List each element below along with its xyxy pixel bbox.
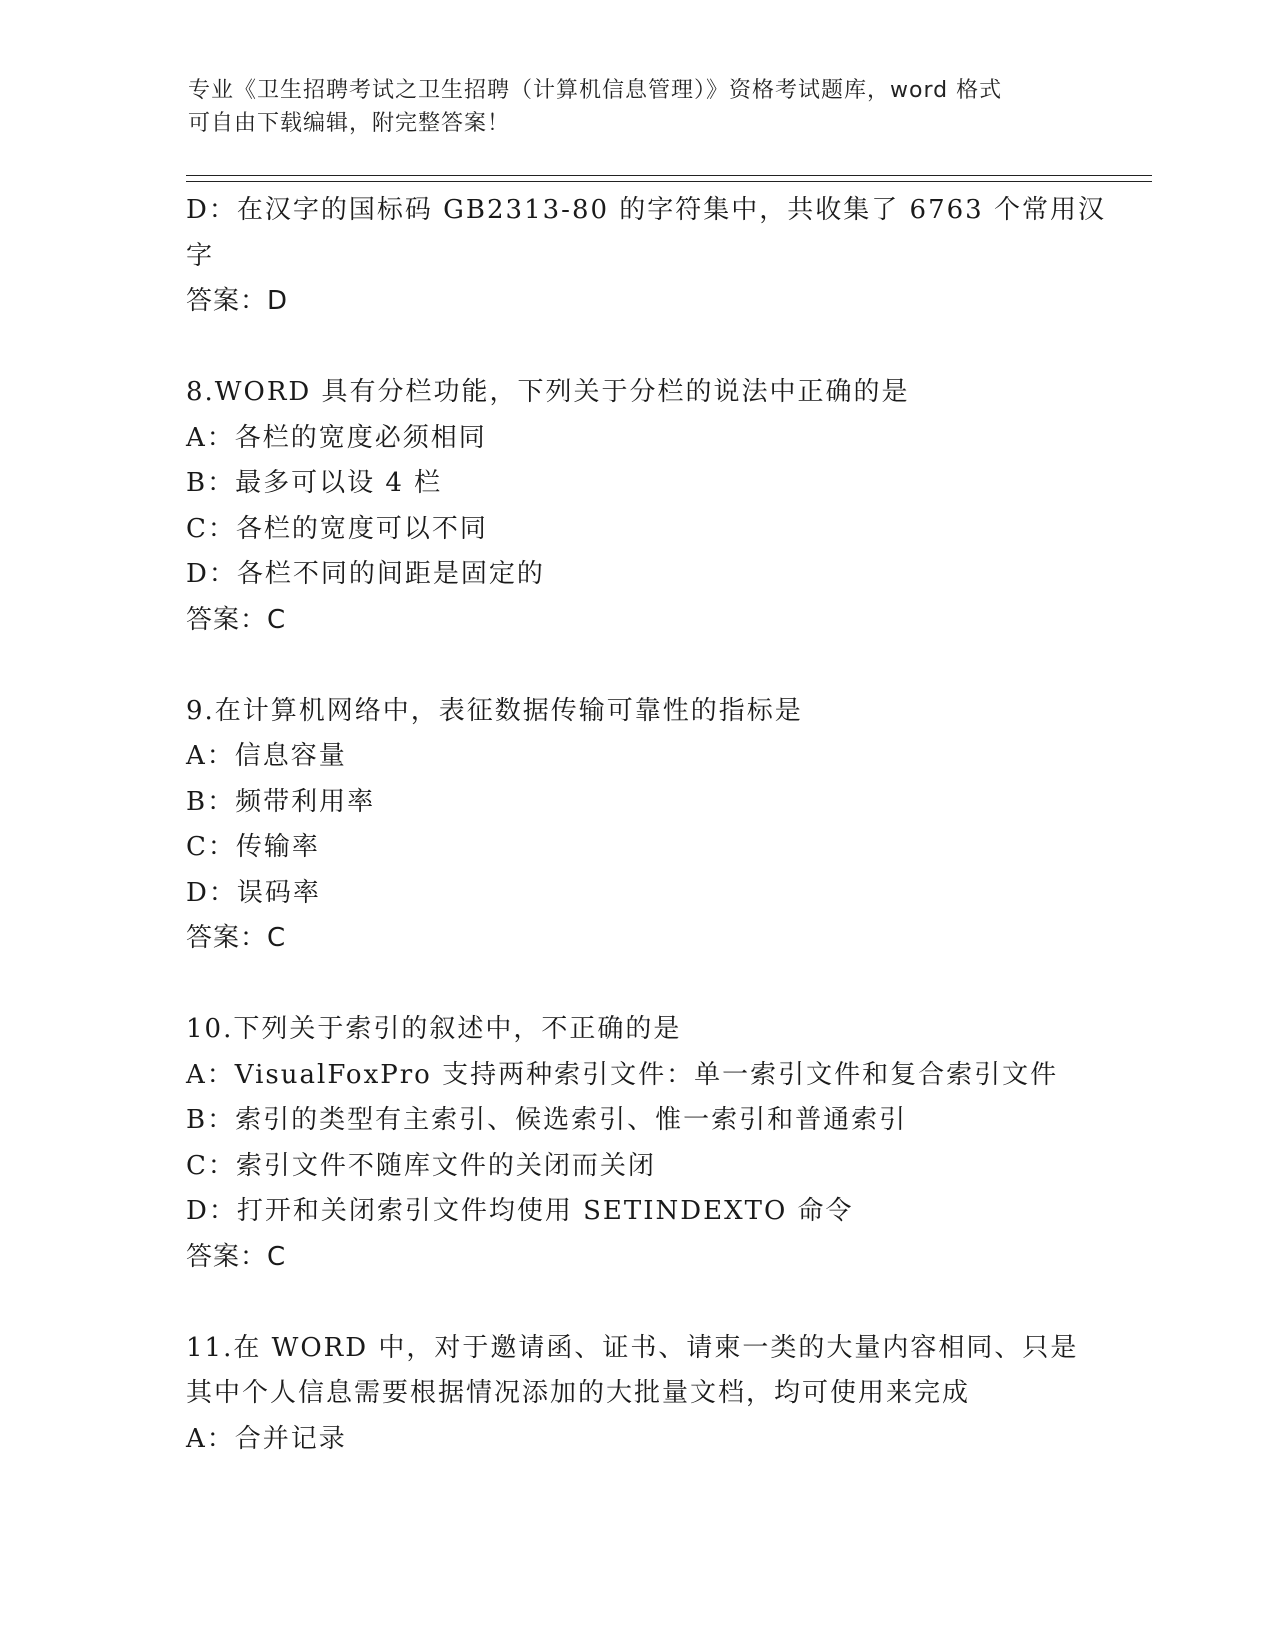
option-a: A：信息容量 xyxy=(186,741,347,771)
header-rule-top xyxy=(186,175,1152,176)
question-8 xyxy=(186,370,1086,643)
option-c: C：传输率 xyxy=(186,832,320,862)
option-c: C：索引文件不随库文件的关闭而关闭 xyxy=(186,1150,656,1181)
answer: 答案：C xyxy=(186,604,287,635)
option-b: B：最多可以设 4 栏 xyxy=(186,468,443,498)
option-b: B：索引的类型有主索引、候选索引、惟一索引和普通索引 xyxy=(186,1105,908,1135)
question-9 xyxy=(186,689,1086,962)
answer: 答案：D xyxy=(186,286,289,316)
option-d: D：在汉字的国标码 GB2313-80 的字符集中，共收集了 6763 个常用汉 xyxy=(186,195,1106,225)
option-d: D：误码率 xyxy=(186,877,321,908)
question-list xyxy=(186,188,1106,1462)
option-d: D：各栏不同的间距是固定的 xyxy=(186,559,545,589)
question-stem: 9.在计算机网络中，表征数据传输可靠性的指标是 xyxy=(186,695,803,726)
question-10 xyxy=(186,1007,1086,1280)
question-stem: 10.下列关于索引的叙述中，不正确的是 xyxy=(186,1014,682,1044)
option-d-wrap: 字 xyxy=(186,240,215,271)
question-7-continuation xyxy=(186,188,1106,325)
spacer xyxy=(186,643,1086,689)
document-header xyxy=(188,74,1088,140)
question-11 xyxy=(186,1326,1086,1463)
header-rule-bottom xyxy=(186,181,1152,182)
header-line-2: 可自由下载编辑，附完整答案！ xyxy=(188,111,511,136)
option-b: B：频带利用率 xyxy=(186,786,376,817)
spacer xyxy=(186,1280,1086,1326)
question-stem: 8.WORD 具有分栏功能，下列关于分栏的说法中正确的是 xyxy=(186,377,910,407)
spacer xyxy=(186,325,1086,371)
answer: 答案：C xyxy=(186,1241,287,1272)
question-stem-wrap: 其中个人信息需要根据情况添加的大批量文档，均可使用来完成 xyxy=(186,1378,971,1408)
option-a: A：VisualFoxPro 支持两种索引文件：单一索引文件和复合索引文件 xyxy=(186,1059,1059,1090)
option-d: D：打开和关闭索引文件均使用 SETINDEXTO 命令 xyxy=(186,1196,854,1226)
question-stem: 11.在 WORD 中，对于邀请函、证书、请柬一类的大量内容相同、只是 xyxy=(186,1332,1079,1363)
header-line-1: 专业《卫生招聘考试之卫生招聘（计算机信息管理）》资格考试题库，word 格式 xyxy=(188,78,1003,103)
option-a: A：各栏的宽度必须相同 xyxy=(186,422,487,453)
spacer xyxy=(186,962,1086,1008)
answer: 答案：C xyxy=(186,923,287,953)
option-c: C：各栏的宽度可以不同 xyxy=(186,513,488,544)
option-a: A：合并记录 xyxy=(186,1423,347,1454)
